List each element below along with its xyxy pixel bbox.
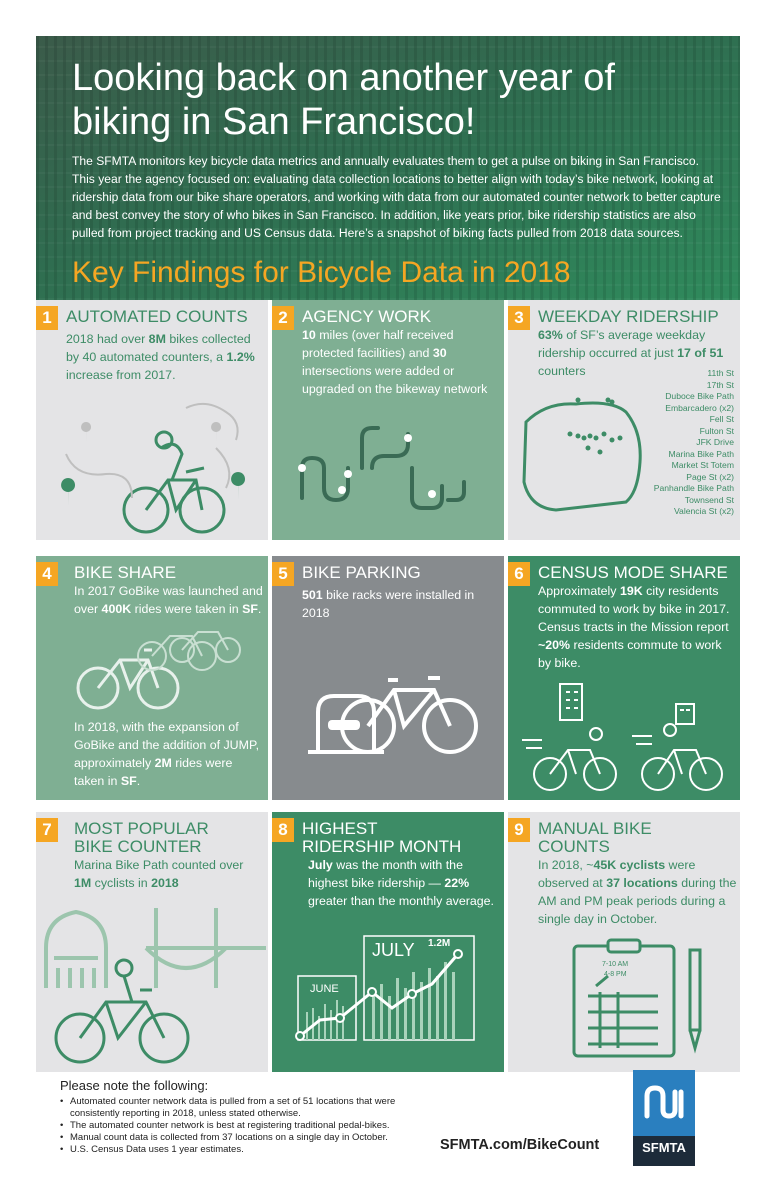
chart-value-label: 1.2M <box>428 938 451 949</box>
panel-automated-counts <box>36 300 268 540</box>
list-item: • Automated counter network data is pulled from a set of 51 locations that were consistently reporting in 2018, unless stated otherwise. <box>60 1096 430 1120</box>
bike-rack-icon <box>288 666 488 766</box>
panel-title: WEEKDAY RIDERSHIP <box>538 307 719 326</box>
panel-number: 9 <box>508 818 530 842</box>
panel-census-mode-share <box>508 556 740 800</box>
location-item: JFK Drive <box>696 437 734 447</box>
page-title: Looking back on another year of biking in San Francisco! <box>72 57 615 143</box>
panel-text-2: In 2018, with the expansion of GoBike and the addition of JUMP, approximately 2M rides were taken in SF. <box>74 720 260 788</box>
panel-number: 4 <box>36 562 58 586</box>
panel-text: In 2018, ~45K cyclists were observed at 37 locations during the AM and PM peak periods during a single day in October. <box>538 858 737 926</box>
panel-number: 5 <box>272 562 294 586</box>
panel-agency-work <box>272 300 504 540</box>
header-banner <box>36 36 740 300</box>
panel-number: 8 <box>272 818 294 842</box>
clipboard-am-label: 7-10 AM <box>602 961 629 968</box>
panel-text: Marina Bike Path counted over 1M cyclists in 2018 <box>74 858 244 890</box>
location-item: Page St (x2) <box>686 471 734 482</box>
clipboard-pm-label: 4-8 PM <box>604 971 627 978</box>
panel-title: AGENCY WORK <box>302 307 432 326</box>
panel-title: BIKE SHARE <box>74 563 177 582</box>
palace-bridge-cyclist-icon <box>36 898 268 1068</box>
bikecount-url-link[interactable]: SFMTA.com/BikeCount <box>440 1137 600 1153</box>
location-item: Embarcadero (x2) <box>665 402 734 413</box>
counter-location-list <box>654 368 734 518</box>
sf-map-icon <box>516 392 646 522</box>
location-item: 17th St <box>706 379 734 390</box>
panel-title: CENSUS MODE SHARE <box>538 563 728 582</box>
panel-title: MANUAL BIKE COUNTS <box>538 819 652 856</box>
monthly-ridership-chart-icon <box>272 932 504 1062</box>
panel-title: HIGHEST RIDERSHIP MONTH <box>302 819 462 856</box>
notes-section <box>60 1078 430 1156</box>
notes-list <box>60 1096 430 1156</box>
panel-text: 2018 had over 8M bikes collected by 40 automated counters, a 1.2% increase from 2017. <box>66 332 255 382</box>
location-item: Townsend St <box>684 494 734 505</box>
panel-text: 10 miles (over half received protected facilities) and 30 intersections were added or upgraded on the bikeway network <box>302 328 488 396</box>
clipboard-pen-icon <box>528 936 728 1066</box>
location-item: Fulton St <box>699 425 734 436</box>
panel-title: BIKE PARKING <box>302 563 421 582</box>
list-item: • Manual count data is collected from 37 locations on a single day in October. <box>60 1132 430 1144</box>
panel-weekday-ridership <box>508 300 740 540</box>
location-item: Marina Bike Path <box>668 448 734 459</box>
panel-title: MOST POPULAR BIKE COUNTER <box>74 819 209 856</box>
panel-text: July was the month with the highest bike ridership — 22% greater than the monthly average. <box>308 858 494 908</box>
panel-number: 2 <box>272 306 294 330</box>
chart-july-label: JULY <box>372 940 415 960</box>
notes-title: Please note the following: <box>60 1078 209 1093</box>
panel-bike-parking <box>272 556 504 800</box>
panel-bike-share <box>36 556 268 800</box>
logo-text: SFMTA <box>642 1140 686 1155</box>
location-item: Duboce Bike Path <box>665 391 734 401</box>
panel-text: 501 bike racks were installed in 2018 <box>302 588 475 620</box>
logo-mark <box>633 1070 695 1136</box>
location-item: Panhandle Bike Path <box>653 483 734 493</box>
bikeway-network-arrows-icon <box>272 408 504 538</box>
list-item: • U.S. Census Data uses 1 year estimates. <box>60 1144 430 1156</box>
panel-most-popular-counter <box>36 812 268 1072</box>
sfmta-logo <box>633 1070 695 1166</box>
panel-text: 63% of SF’s average weekday ridership occurred at just 17 of 51 counters <box>538 328 724 378</box>
panel-number: 6 <box>508 562 530 586</box>
location-item: Fell St <box>709 414 734 424</box>
intro-paragraph: The SFMTA monitors key bicycle data metrics and annually evaluates them to get a pulse on biking in San Francisco. This year the agency focused on: evaluating data collection locations to better align with today’s bike network, looking at ridership data from our bike share operators, and working with data from our automated counter network to better capture and best convey the story of who bikes in San Francisco. In addition, like years prior, bike ridership statistics are also pulled from project tracking and US Census data. Here’s a snapshot of biking facts pulled from 2018 data sources. <box>72 154 721 240</box>
list-item: • The automated counter network is best at registering traditional pedal-bikes. <box>60 1120 430 1132</box>
key-findings-heading: Key Findings for Bicycle Data in 2018 <box>72 256 571 289</box>
panel-number: 1 <box>36 306 58 330</box>
panel-text: Approximately 19K city residents commuted to work by bike in 2017. Census tracts in the Mission report ~20% residents commute to work by bike. <box>538 584 730 670</box>
panel-title: AUTOMATED COUNTS <box>66 307 248 326</box>
cyclist-route-icon <box>36 388 268 538</box>
location-item: 11th St <box>707 368 734 378</box>
bike-share-bikes-icon <box>72 626 268 716</box>
panel-highest-ridership-month <box>272 812 504 1072</box>
worm-logo-icon <box>633 1070 695 1136</box>
panel-number: 7 <box>36 818 58 842</box>
location-item: Valencia St (x2) <box>673 506 734 516</box>
panel-manual-bike-counts <box>508 812 740 1072</box>
commuters-city-icon <box>512 676 732 796</box>
panel-text: In 2017 GoBike was launched and over 400K rides were taken in SF. <box>74 584 263 616</box>
chart-june-label: JUNE <box>310 983 339 995</box>
panel-number: 3 <box>508 306 530 330</box>
location-item: Market St Totem <box>671 460 734 470</box>
